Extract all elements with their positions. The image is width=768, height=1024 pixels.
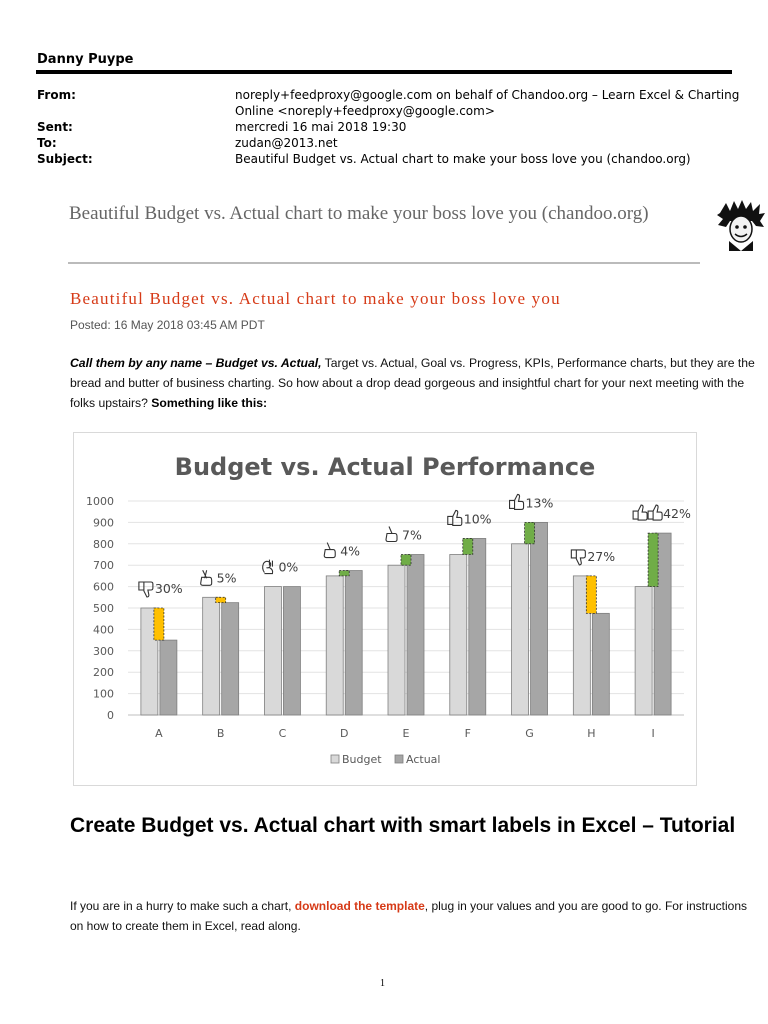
thumbs-up-icon [648,505,662,520]
variance-gain-bar [339,571,349,576]
body-text-after-link: , plug in your values and you are good to go. For instructions on how to create them in Excel, read along. [70,899,747,933]
variance-gain-bar [401,555,411,566]
variance-label: 27% [587,548,616,564]
budget-bar [635,587,652,715]
sender-divider [36,70,732,74]
header-subject-value: Beautiful Budget vs. Actual chart to make your boss love you (chandoo.org) [235,152,691,166]
actual-bar [283,587,300,715]
header-from-value-line1: noreply+feedproxy@google.com on behalf of Chandoo.org – Learn Excel & Charting [235,88,740,102]
budget-bar [450,555,467,716]
pointing-hand-icon [324,543,335,558]
y-tick-label: 300 [93,644,114,658]
header-from-label: From: [37,88,76,102]
budget-bar [388,565,405,715]
x-tick-label: H [587,727,596,740]
legend-label-budget: Budget [342,753,382,766]
body-text-before-link: If you are in a hurry to make such a chart, [70,899,295,913]
pointing-hand-icon [386,527,397,542]
thumbs-down-icon [571,550,585,565]
post-title[interactable]: Beautiful Budget vs. Actual chart to make your boss love you [70,289,561,308]
actual-bar [222,603,239,715]
header-sent-label: Sent: [37,120,73,134]
y-tick-label: 1000 [86,495,114,508]
body-paragraph [70,896,760,936]
x-tick-label: C [278,727,287,740]
variance-label: 13% [525,495,554,511]
x-tick-label: A [155,727,163,740]
variance-loss-bar [154,608,164,640]
y-tick-label: 400 [93,623,114,637]
variance-label: 5% [216,570,237,586]
ok-hand-icon [263,560,273,574]
header-to-value: zudan@2013.net [235,136,338,150]
sender-name: Danny Puype [37,52,134,67]
x-tick-label: F [464,727,471,740]
variance-label: 30% [154,581,183,596]
variance-gain-bar [463,538,473,554]
variance-label: 7% [402,527,422,543]
variance-loss-bar [586,576,596,613]
actual-bar [469,538,486,715]
actual-bar [592,613,609,715]
budget-bar [203,597,220,715]
intro-bold: Something like this: [151,396,268,410]
y-tick-label: 100 [93,687,114,701]
header-from-value-line2: Online <noreply+feedproxy@google.com> [235,104,495,118]
actual-bar [407,555,424,716]
variance-gain-bar [648,533,658,587]
x-tick-label: B [216,727,225,740]
y-tick-label: 900 [93,516,114,530]
variance-label: 10% [463,511,492,527]
x-tick-label: D [339,727,349,740]
variance-label: 42% [663,506,691,522]
thumbs-up-icon [510,494,524,509]
budget-vs-actual-chart [73,432,697,786]
budget-bar [264,587,281,715]
legend-swatch-budget [331,755,339,763]
x-tick-label: G [525,727,534,740]
chart-title: Budget vs. Actual Performance [174,453,596,481]
legend-label-actual: Actual [406,753,441,766]
heading-divider [68,262,700,264]
actual-bar [345,571,362,715]
header-sent-value: mercredi 16 mai 2018 19:30 [235,120,407,134]
y-tick-label: 0 [107,709,114,722]
page-number: 1 [380,978,385,989]
variance-gain-bar [525,522,535,543]
author-avatar [716,199,766,251]
feed-heading: Beautiful Budget vs. Actual chart to make your boss love you (chandoo.org) [69,203,649,224]
thumbs-up-icon [448,510,462,525]
chart-canvas [74,433,696,785]
y-tick-label: 800 [93,537,114,551]
intro-paragraph [70,353,760,413]
thumbs-down-icon [139,582,153,597]
tutorial-heading: Create Budget vs. Actual chart with smart labels in Excel – Tutorial [70,814,736,837]
budget-bar [512,544,529,715]
budget-bar [326,576,343,715]
y-tick-label: 600 [93,580,114,594]
y-tick-label: 500 [93,602,114,615]
intro-text: Target vs. Actual, Goal vs. Progress, KPIs, Performance charts, but they are the bread and butter of business charting. So how about a drop dead gorgeous and insightful chart for your next meeting with the folks upstairs? [70,356,755,410]
double-thumbs-up-icon [633,505,647,520]
intro-bold-italic: Call them by any name – Budget vs. Actual, [70,356,322,370]
download-template-link[interactable]: download the template [294,899,425,913]
actual-bar [160,640,177,715]
post-date: Posted: 16 May 2018 03:45 AM PDT [70,318,265,332]
variance-label: 4% [340,543,361,559]
legend-swatch-actual [395,755,403,763]
x-tick-label: E [402,727,410,740]
y-tick-label: 200 [93,666,114,680]
actual-bar [531,522,548,715]
variance-loss-bar [216,597,226,602]
header-subject-label: Subject: [37,152,93,166]
x-tick-label: I [651,727,655,740]
variance-label: 0% [278,559,299,575]
header-to-label: To: [37,136,57,150]
y-tick-label: 700 [93,559,114,573]
crossed-fingers-icon [201,570,212,585]
